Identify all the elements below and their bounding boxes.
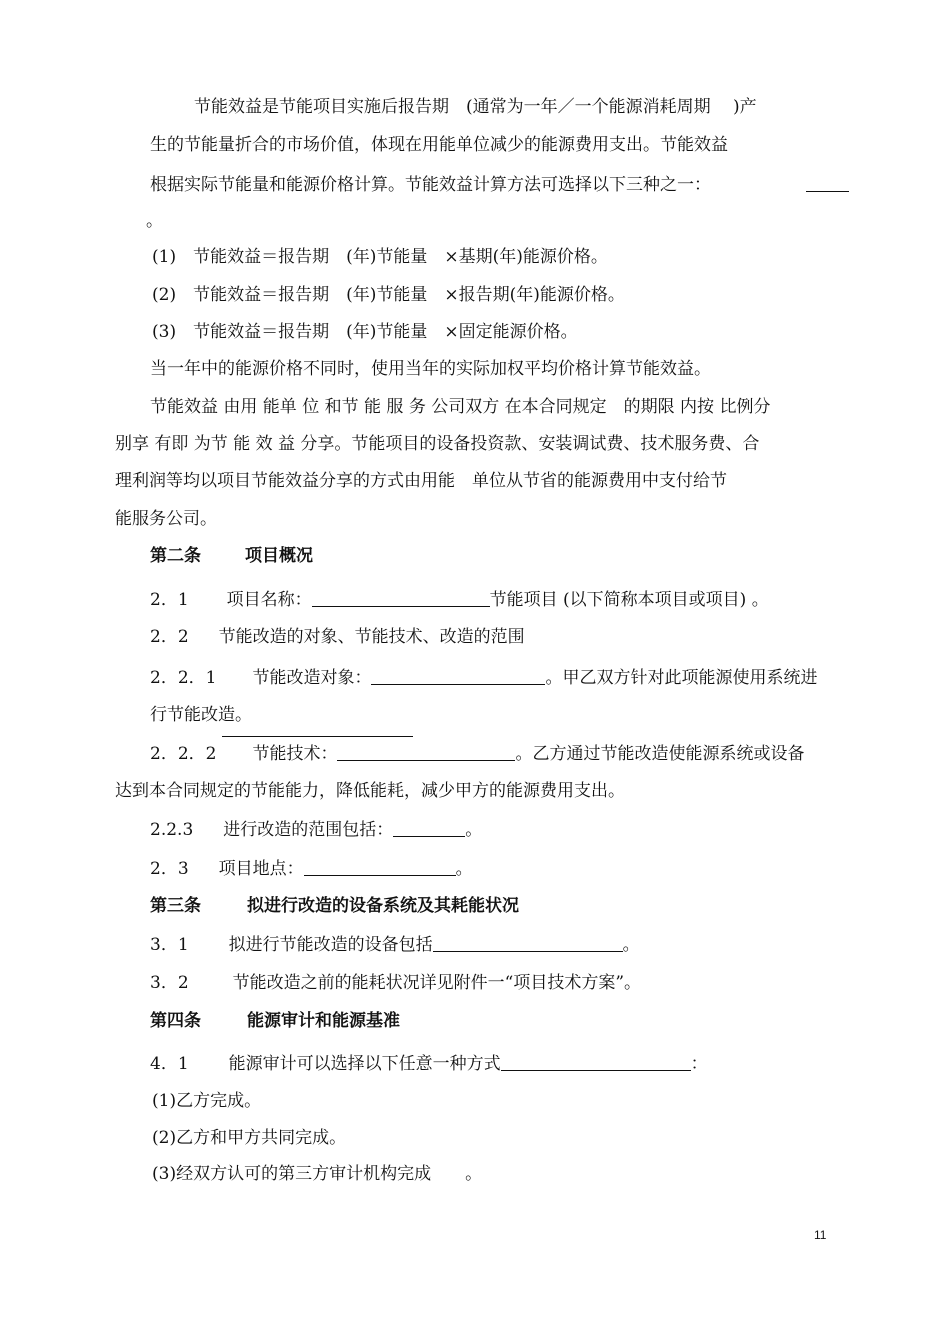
clause-2-3 — [150, 857, 473, 880]
clause-4-1-end: ： — [690, 1054, 708, 1074]
clause-4-1-label: 能源审计可以选择以下任意一种方式 — [228, 1054, 501, 1074]
project-name-blank — [312, 588, 490, 607]
clause-3-2-number: 3．2 — [150, 973, 189, 993]
location-blank — [304, 857, 456, 876]
clause-2-2-1-text: 。甲乙双方针对此项能源使用系统进 — [545, 668, 818, 688]
clause-2-2-3-number: 2.2.3 — [150, 820, 194, 840]
price-note: 当一年中的能源价格不同时，使用当年的实际加权平均价格计算节能效益。 — [150, 359, 711, 379]
clause-2-1-text: 节能项目 (以下简称本项目或项目) 。 — [489, 590, 769, 610]
clause-2-2-number: 2．2 — [150, 627, 189, 647]
clause-2-3-end: 。 — [455, 859, 473, 879]
clause-2-3-label: 项目地点： — [218, 859, 304, 879]
clause-2-2-3-end: 。 — [465, 820, 483, 840]
blank-underline — [806, 191, 849, 192]
clause-2-1 — [150, 588, 769, 611]
article-3-number: 第三条 — [150, 896, 201, 916]
audit-option-3: (3)经双方认可的第三方审计机构完成 。 — [152, 1164, 483, 1184]
share-line-4: 能服务公司。 — [115, 509, 217, 529]
clause-3-1-number: 3．1 — [150, 935, 189, 955]
clause-2-2-2-number: 2．2．2 — [150, 744, 217, 764]
clause-3-2 — [150, 972, 641, 994]
retrofit-object-blank — [371, 666, 545, 685]
clause-2-2-3-label: 进行改造的范围包括： — [223, 820, 394, 840]
share-line-2: 别享 有即 为节 能 效 益 分享。节能项目的设备投资款、安装调试费、技术服务费、合 — [115, 434, 760, 454]
clause-2-2 — [150, 626, 525, 648]
clause-2-2-1-label: 节能改造对象： — [252, 668, 372, 688]
clause-3-1-label: 拟进行节能改造的设备包括 — [228, 935, 433, 955]
clause-2-2-text: 节能改造的对象、节能技术、改造的范围 — [218, 627, 525, 647]
article-4-heading — [150, 1010, 400, 1032]
clause-3-1-end: 。 — [622, 935, 640, 955]
intro-line-4: 。 — [146, 211, 163, 231]
article-2-title: 项目概况 — [245, 546, 313, 566]
article-2-heading — [150, 545, 313, 567]
clause-3-2-text: 节能改造之前的能耗状况详见附件一“项目技术方案”。 — [232, 973, 642, 993]
clause-2-2-2-label: 节能技术： — [252, 744, 338, 764]
formula-3: (3) 节能效益＝报告期 (年)节能量 ×固定能源价格。 — [152, 322, 578, 342]
clause-2-2-2-text: 。乙方通过节能改造使能源系统或设备 — [515, 744, 805, 764]
clause-2-2-1-cont: 行节能改造。 — [150, 705, 252, 725]
article-3-title: 拟进行改造的设备系统及其耗能状况 — [247, 896, 519, 916]
article-3-heading — [150, 895, 519, 917]
audit-option-2: (2)乙方和甲方共同完成。 — [152, 1128, 347, 1148]
intro-line-3: 根据实际节能量和能源价格计算。节能效益计算方法可选择以下三种之一： — [150, 175, 711, 195]
formula-2: (2) 节能效益＝报告期 (年)节能量 ×报告期(年)能源价格。 — [152, 285, 625, 305]
clause-2-2-2 — [150, 742, 804, 765]
separator-rule — [222, 736, 413, 737]
technology-blank — [337, 742, 515, 761]
clause-2-2-1-number: 2．2．1 — [150, 668, 217, 688]
clause-2-3-number: 2．3 — [150, 859, 189, 879]
page-number: 11 — [814, 1228, 827, 1242]
clause-2-2-1 — [150, 666, 817, 689]
intro-line-1: 节能效益是节能项目实施后报告期 (通常为一年／一个能源消耗周期 )产 — [194, 97, 757, 117]
audit-option-1: (1)乙方完成。 — [152, 1091, 262, 1111]
clause-2-2-2-cont: 达到本合同规定的节能能力，降低能耗，减少甲方的能源费用支出。 — [115, 781, 625, 801]
article-2-number: 第二条 — [150, 546, 201, 566]
equipment-blank — [433, 933, 623, 952]
intro-line-2: 生的节能量折合的市场价值，体现在用能单位减少的能源费用支出。节能效益 — [150, 135, 728, 155]
article-4-title: 能源审计和能源基准 — [247, 1011, 400, 1031]
clause-3-1 — [150, 933, 640, 956]
share-line-1: 节能效益 由用 能单 位 和节 能 服 务 公司双方 在本合同规定 的期限 内按 比例分 — [150, 397, 771, 417]
clause-4-1-number: 4．1 — [150, 1054, 189, 1074]
scope-blank — [393, 818, 465, 837]
clause-2-1-label: 项目名称： — [226, 590, 312, 610]
clause-4-1 — [150, 1052, 708, 1075]
clause-2-2-3 — [150, 818, 482, 841]
article-4-number: 第四条 — [150, 1011, 201, 1031]
audit-method-blank — [501, 1052, 691, 1071]
formula-1: (1) 节能效益＝报告期 (年)节能量 ×基期(年)能源价格。 — [152, 247, 608, 267]
clause-2-1-number: 2．1 — [150, 590, 189, 610]
share-line-3: 理利润等均以项目节能效益分享的方式由用能 单位从节省的能源费用中支付给节 — [115, 471, 727, 491]
